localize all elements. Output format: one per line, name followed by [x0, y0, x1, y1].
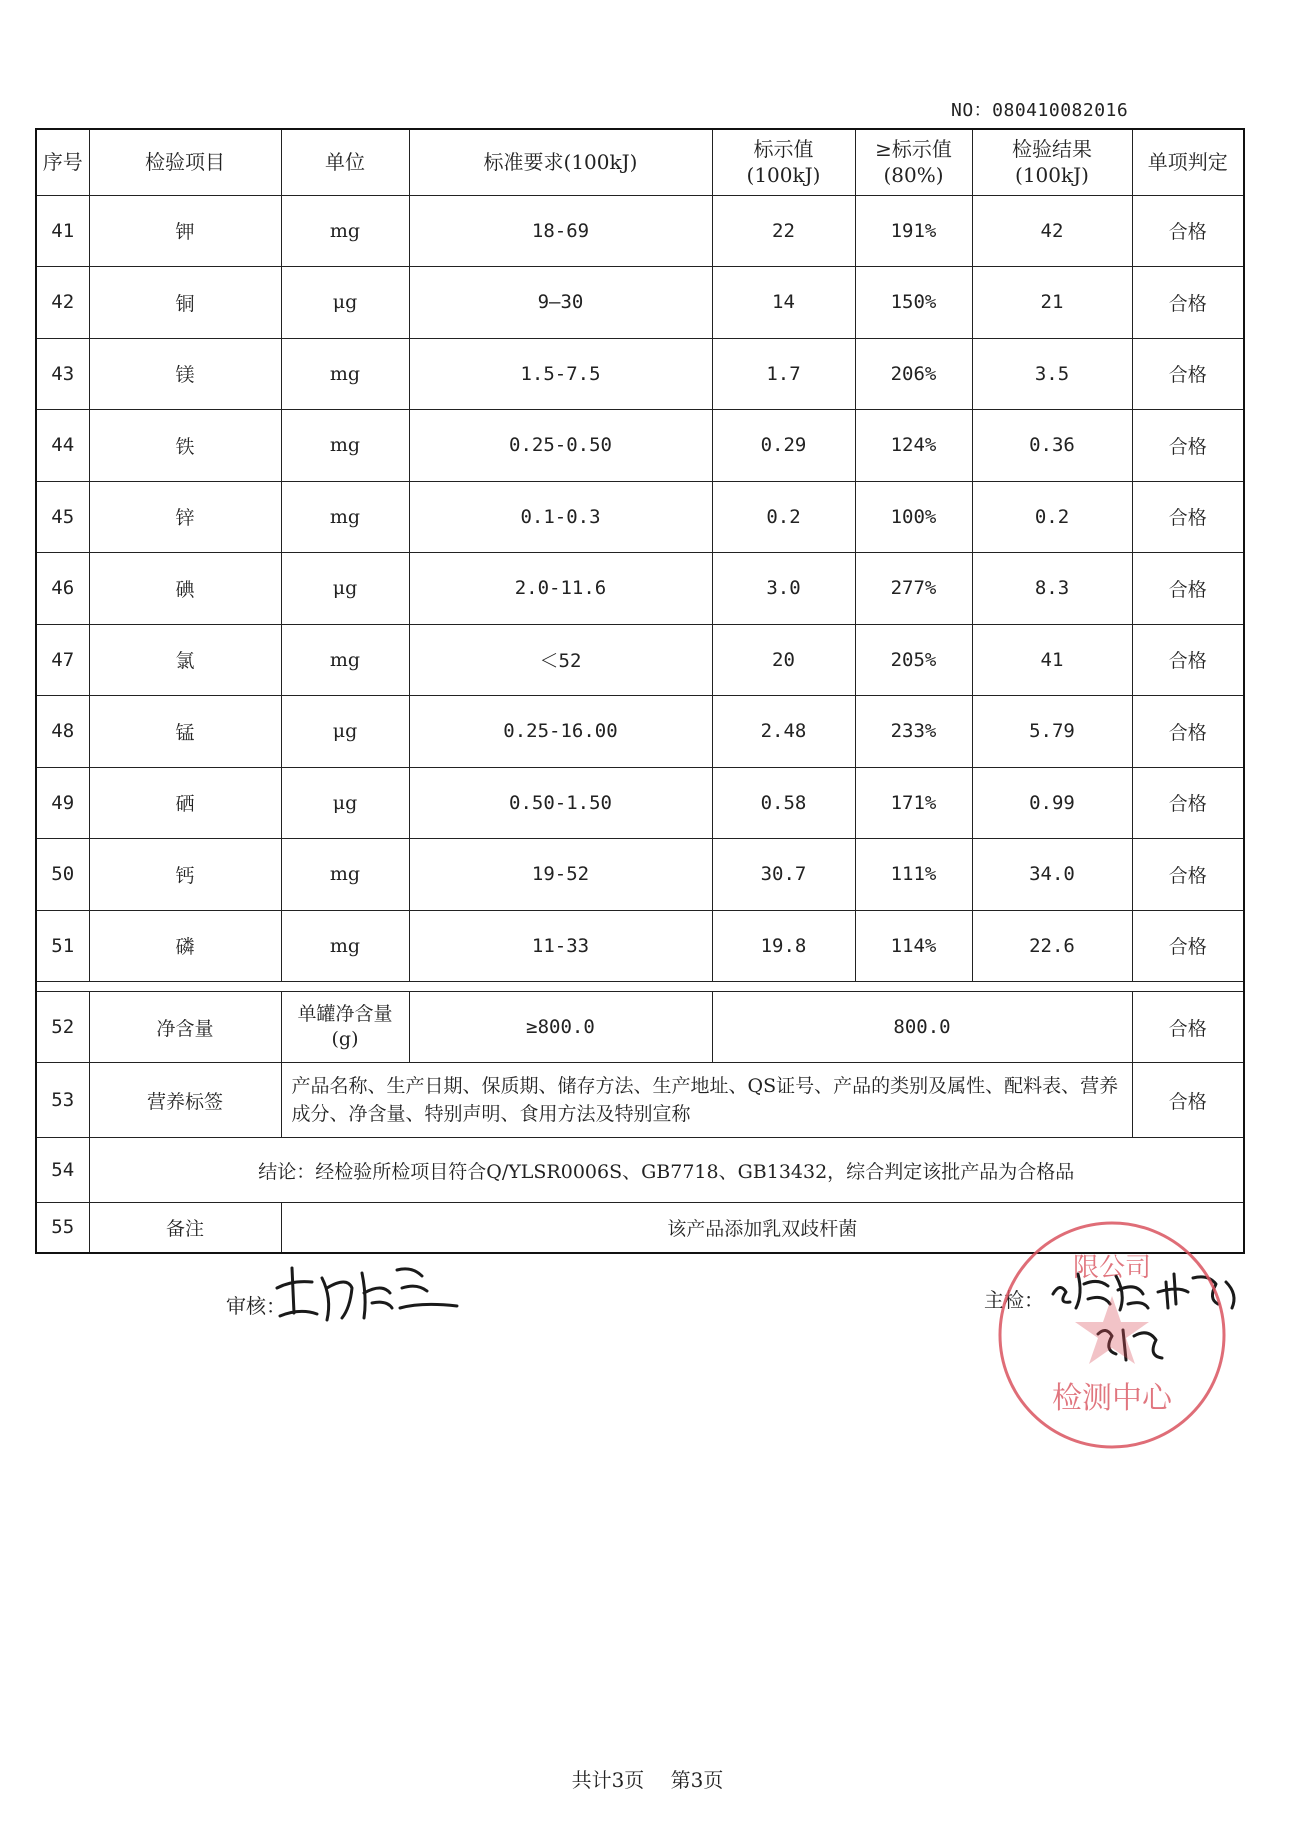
- header-unit: 单位: [281, 129, 409, 195]
- cell-ratio: 277%: [855, 553, 972, 625]
- cell-standard: 0.1-0.3: [409, 481, 712, 553]
- cell-result: 22.6: [972, 910, 1132, 982]
- cell-item: 磷: [89, 910, 281, 982]
- cell-result: 21: [972, 267, 1132, 339]
- mineral-rows: [36, 195, 1244, 982]
- table-row: [36, 553, 1244, 625]
- row55-note: 该产品添加乳双歧杆菌: [281, 1203, 1244, 1253]
- table-row-52: [36, 992, 1244, 1063]
- table-row: [36, 195, 1244, 267]
- cell-unit: mg: [281, 338, 409, 410]
- report-number: NO：080410082016: [951, 100, 1129, 121]
- cell-result: 8.3: [972, 553, 1132, 625]
- cell-seq: 41: [36, 195, 89, 267]
- cell-standard: 9—30: [409, 267, 712, 339]
- cell-unit: μg: [281, 767, 409, 839]
- table-row: [36, 338, 1244, 410]
- cell-result: 3.5: [972, 338, 1132, 410]
- cell-seq: 50: [36, 839, 89, 911]
- cell-unit: μg: [281, 553, 409, 625]
- header-ratio: ≥标示值 (80%): [855, 129, 972, 195]
- cell-unit: mg: [281, 410, 409, 482]
- cell-seq: 48: [36, 696, 89, 768]
- header-label-value: 标示值 (100kJ): [712, 129, 855, 195]
- row52-unit: 单罐净含量 (g): [281, 992, 409, 1063]
- cell-item: 钙: [89, 839, 281, 911]
- cell-item: 铁: [89, 410, 281, 482]
- cell-label: 20: [712, 624, 855, 696]
- table-row: [36, 481, 1244, 553]
- table-row: [36, 267, 1244, 339]
- cell-ratio: 171%: [855, 767, 972, 839]
- cell-standard: 11-33: [409, 910, 712, 982]
- reviewer-signature: [272, 1258, 462, 1338]
- cell-result: 0.36: [972, 410, 1132, 482]
- row52-judge: 合格: [1132, 992, 1244, 1063]
- cell-item: 锌: [89, 481, 281, 553]
- cell-label: 1.7: [712, 338, 855, 410]
- row52-item: 净含量: [89, 992, 281, 1063]
- cell-item: 镁: [89, 338, 281, 410]
- cell-label: 19.8: [712, 910, 855, 982]
- cell-judge: 合格: [1132, 481, 1244, 553]
- cell-standard: 19-52: [409, 839, 712, 911]
- cell-standard: 2.0-11.6: [409, 553, 712, 625]
- cell-unit: mg: [281, 910, 409, 982]
- cell-standard: 0.25-0.50: [409, 410, 712, 482]
- cell-standard: 0.50-1.50: [409, 767, 712, 839]
- cell-ratio: 100%: [855, 481, 972, 553]
- cell-result: 42: [972, 195, 1132, 267]
- row52-result: 800.0: [712, 992, 1132, 1063]
- cell-unit: mg: [281, 624, 409, 696]
- cell-unit: μg: [281, 696, 409, 768]
- table-row: [36, 767, 1244, 839]
- seal-text-top: 限公司: [1072, 1253, 1152, 1283]
- cell-item: 硒: [89, 767, 281, 839]
- table-row-54: [36, 1138, 1244, 1203]
- cell-ratio: 206%: [855, 338, 972, 410]
- cell-ratio: 205%: [855, 624, 972, 696]
- page-total: 共计3页: [571, 1768, 645, 1792]
- cell-label: 0.2: [712, 481, 855, 553]
- page-footer: [0, 1764, 1295, 1793]
- cell-seq: 49: [36, 767, 89, 839]
- cell-unit: μg: [281, 267, 409, 339]
- cell-unit: mg: [281, 481, 409, 553]
- cell-seq: 44: [36, 410, 89, 482]
- cell-seq: 47: [36, 624, 89, 696]
- row52-seq: 52: [36, 992, 89, 1063]
- cell-item: 锰: [89, 696, 281, 768]
- cell-label: 22: [712, 195, 855, 267]
- cell-standard: 18-69: [409, 195, 712, 267]
- cell-judge: 合格: [1132, 910, 1244, 982]
- page-current: 第3页: [670, 1768, 724, 1792]
- cell-result: 5.79: [972, 696, 1132, 768]
- cell-judge: 合格: [1132, 195, 1244, 267]
- cell-ratio: 114%: [855, 910, 972, 982]
- row54-conclusion: 结论：经检验所检项目符合Q/YLSR0006S、GB7718、GB13432，综合判定该批产品为合格品: [89, 1138, 1244, 1203]
- inspection-seal: [995, 1218, 1229, 1452]
- header-standard: 标准要求(100kJ): [409, 129, 712, 195]
- cell-label: 14: [712, 267, 855, 339]
- table-header-row: [36, 129, 1244, 195]
- cell-standard: 0.25-16.00: [409, 696, 712, 768]
- row55-item: 备注: [89, 1203, 281, 1253]
- cell-item: 铜: [89, 267, 281, 339]
- cell-judge: 合格: [1132, 624, 1244, 696]
- cell-item: 氯: [89, 624, 281, 696]
- cell-label: 0.58: [712, 767, 855, 839]
- table-row: [36, 624, 1244, 696]
- cell-judge: 合格: [1132, 267, 1244, 339]
- row54-seq: 54: [36, 1138, 89, 1203]
- cell-result: 41: [972, 624, 1132, 696]
- seal-text-bottom: 检测中心: [1052, 1381, 1172, 1416]
- cell-seq: 46: [36, 553, 89, 625]
- cell-item: 钾: [89, 195, 281, 267]
- cell-label: 0.29: [712, 410, 855, 482]
- table-row-53: [36, 1063, 1244, 1138]
- cell-result: 0.99: [972, 767, 1132, 839]
- table-row: [36, 910, 1244, 982]
- cell-ratio: 124%: [855, 410, 972, 482]
- inspection-table: [35, 128, 1245, 1254]
- header-result: 检验结果 (100kJ): [972, 129, 1132, 195]
- cell-label: 3.0: [712, 553, 855, 625]
- cell-judge: 合格: [1132, 767, 1244, 839]
- cell-judge: 合格: [1132, 839, 1244, 911]
- cell-seq: 45: [36, 481, 89, 553]
- cell-seq: 43: [36, 338, 89, 410]
- cell-label: 2.48: [712, 696, 855, 768]
- cell-standard: 1.5-7.5: [409, 338, 712, 410]
- cell-judge: 合格: [1132, 553, 1244, 625]
- cell-result: 0.2: [972, 481, 1132, 553]
- cell-item: 碘: [89, 553, 281, 625]
- cell-judge: 合格: [1132, 338, 1244, 410]
- cell-ratio: 191%: [855, 195, 972, 267]
- reviewer-label: 审核：: [226, 1296, 286, 1318]
- header-seq: 序号: [36, 129, 89, 195]
- row55-seq: 55: [36, 1203, 89, 1253]
- table-row: [36, 410, 1244, 482]
- row52-standard: ≥800.0: [409, 992, 712, 1063]
- cell-seq: 51: [36, 910, 89, 982]
- row53-judge: 合格: [1132, 1063, 1244, 1138]
- cell-ratio: 111%: [855, 839, 972, 911]
- cell-ratio: 233%: [855, 696, 972, 768]
- row53-seq: 53: [36, 1063, 89, 1138]
- row53-item: 营养标签: [89, 1063, 281, 1138]
- header-item: 检验项目: [89, 129, 281, 195]
- cell-judge: 合格: [1132, 410, 1244, 482]
- inspector-label: 主检：: [984, 1290, 1044, 1312]
- cell-result: 34.0: [972, 839, 1132, 911]
- row53-content: 产品名称、生产日期、保质期、储存方法、生产地址、QS证号、产品的类别及属性、配料表、营养成分、净含量、特别声明、食用方法及特别宣称: [281, 1063, 1132, 1138]
- cell-judge: 合格: [1132, 696, 1244, 768]
- cell-seq: 42: [36, 267, 89, 339]
- table-row: [36, 839, 1244, 911]
- cell-unit: mg: [281, 195, 409, 267]
- cell-label: 30.7: [712, 839, 855, 911]
- cell-standard: ＜52: [409, 624, 712, 696]
- table-row: [36, 696, 1244, 768]
- header-judgement: 单项判定: [1132, 129, 1244, 195]
- cell-ratio: 150%: [855, 267, 972, 339]
- cell-unit: mg: [281, 839, 409, 911]
- table-gap: [36, 982, 1244, 992]
